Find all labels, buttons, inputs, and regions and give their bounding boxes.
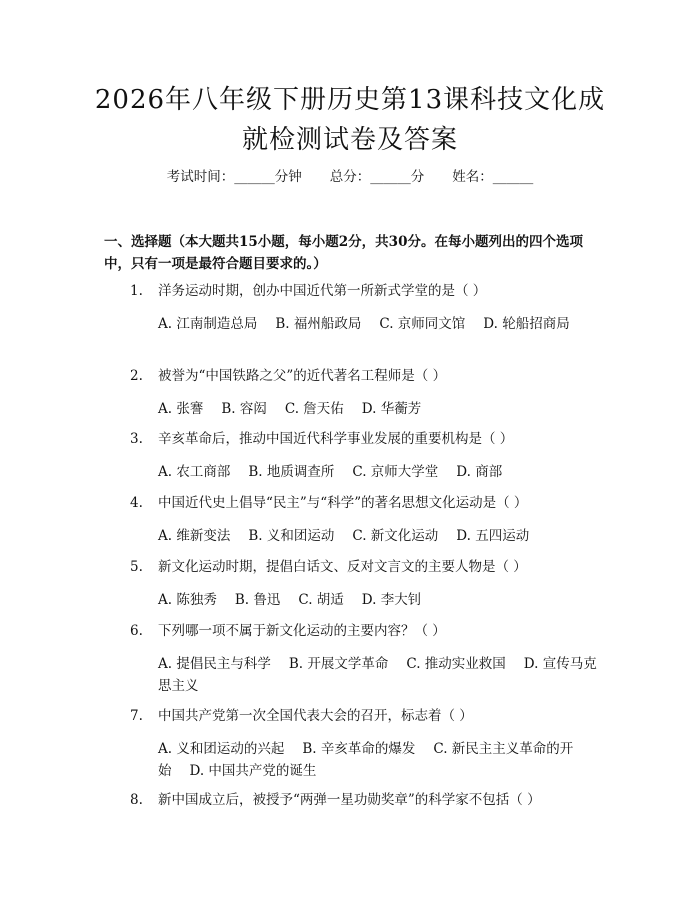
question-text: 新中国成立后，被授予“两弹一星功勋奖章”的科学家不包括（ ） [158, 792, 541, 808]
question-text: 下列哪一项不属于新文化运动的主要内容？（ ） [158, 623, 446, 639]
question-text: 中国近代史上倡导“民主”与“科学”的著名思想文化运动是（ ） [158, 495, 528, 511]
option-d: D. 李大钊 [361, 592, 422, 608]
question-number: 2. [130, 368, 143, 384]
question-number: 1. [130, 283, 143, 299]
option-c: C. 胡适 [298, 592, 344, 608]
question-4 [104, 493, 604, 547]
title-line-2: 就检测试卷及答案 [241, 125, 458, 155]
option-a: A. 江南制造总局 [158, 316, 258, 332]
question-text: 被誉为“中国铁路之父”的近代著名工程师是（ ） [158, 368, 447, 384]
option-d: D. 华蘅芳 [361, 401, 422, 417]
option-d: D. 轮船招商局 [483, 316, 570, 332]
exam-meta [0, 167, 700, 187]
question-number: 3. [130, 431, 143, 447]
question-8 [104, 790, 604, 810]
exam-title [0, 80, 700, 160]
question-number: 4. [130, 495, 143, 511]
question-number: 6. [130, 623, 143, 639]
option-a: A. 张謇 [158, 401, 204, 417]
question-1 [104, 281, 604, 335]
question-3 [104, 429, 604, 483]
option-a: A. 维新变法 [158, 528, 231, 544]
question-number: 8. [130, 792, 143, 808]
option-c: C. 推动实业救国 [406, 656, 506, 672]
option-b: B. 福州船政局 [275, 316, 362, 332]
question-7 [104, 706, 604, 782]
question-6 [104, 621, 604, 697]
option-c: C. 京师大学堂 [352, 464, 439, 480]
name-label: 姓名：______ [452, 169, 534, 185]
option-a: A. 农工商部 [158, 464, 231, 480]
score-label: 总分：______分 [329, 169, 425, 185]
question-number: 5. [130, 559, 143, 575]
question-2 [104, 366, 604, 420]
option-c: C. 新民主主义革命的开始 [158, 741, 574, 779]
option-c: C. 京师同文馆 [379, 316, 466, 332]
time-label: 考试时间：______分钟 [166, 169, 302, 185]
option-a: A. 陈独秀 [158, 592, 217, 608]
option-b: B. 义和团运动 [248, 528, 335, 544]
option-b: B. 地质调查所 [248, 464, 335, 480]
option-a: A. 提倡民主与科学 [158, 656, 271, 672]
question-text: 中国共产党第一次全国代表大会的召开，标志着（ ） [158, 708, 473, 724]
option-b: B. 辛亥革命的爆发 [302, 741, 416, 757]
title-line-1: 2026年八年级下册历史第13课科技文化成 [94, 85, 606, 115]
question-text: 辛亥革命后，推动中国近代科学事业发展的重要机构是（ ） [158, 431, 514, 447]
option-d: D. 宣传马克思主义 [158, 656, 597, 694]
option-c: C. 新文化运动 [352, 528, 439, 544]
option-d: D. 中国共产党的诞生 [189, 763, 317, 779]
option-b: B. 鲁迅 [234, 592, 281, 608]
question-number: 7. [130, 708, 143, 724]
option-a: A. 义和团运动的兴起 [158, 741, 285, 757]
option-b: B. 开展文学革命 [288, 656, 389, 672]
question-text: 洋务运动时期，创办中国近代第一所新式学堂的是（ ） [158, 283, 487, 299]
option-b: B. 容闳 [221, 401, 267, 417]
question-5 [104, 557, 604, 611]
option-d: D. 商部 [456, 464, 503, 480]
option-c: C. 詹天佑 [284, 401, 344, 417]
section-heading: 一、选择题（本大题共15小题，每小题2分，共30分。在每小题列出的四个选项中，只有一项是最符合题目要求的。） [104, 234, 583, 272]
option-d: D. 五四运动 [456, 528, 530, 544]
question-text: 新文化运动时期，提倡白话文、反对文言文的主要人物是（ ） [158, 559, 527, 575]
